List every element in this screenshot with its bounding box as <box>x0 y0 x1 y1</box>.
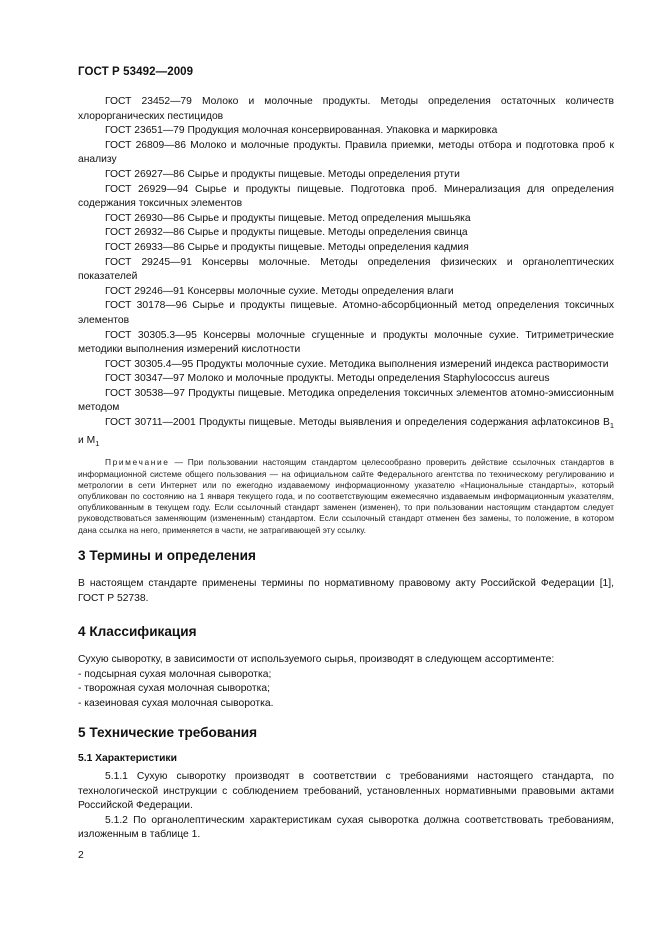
section-technical-requirements <box>78 725 614 843</box>
note-label: Примечание <box>105 457 170 468</box>
list-item: - подсырная сухая молочная сыворотка; <box>78 668 272 680</box>
reference-item: ГОСТ 30178—96 Сырье и продукты пищевые. Атомно-абсорбционный метод определения токсичных элементов <box>78 300 614 326</box>
page-number: 2 <box>78 850 84 861</box>
section-4-intro: Сухую сыворотку, в зависимости от используемого сырья, производят в следующем ассортименте: <box>78 654 555 665</box>
section-classification <box>78 624 614 711</box>
reference-item: ГОСТ 30305.3—95 Консервы молочные сгущенные и продукты молочные сухие. Титриметрические методики выполнения измерений кислотности <box>78 329 614 356</box>
document-header: ГОСТ Р 53492—2009 <box>78 66 194 78</box>
reference-item: ГОСТ 30347—97 Молоко и молочные продукты. Методы определения Staphylococcus aureus <box>105 373 550 385</box>
reference-item: ГОСТ 23452—79 Молоко и молочные продукты. Методы определения остаточных количеств хлорорганических пестицидов <box>78 96 614 122</box>
reference-item: ГОСТ 26933—86 Сырье и продукты пищевые. Методы определения кадмия <box>105 241 469 253</box>
clause-5-1-2: 5.1.2 По органолептическим характеристикам сухая сыворотка должна соответствовать требованиям, изложенным в таблице 1. <box>78 814 614 841</box>
assortment-list <box>78 668 614 712</box>
reference-item: ГОСТ 26809—86 Молоко и молочные продукты. Правила приемки, методы отбора и подготовка проб к анализу <box>78 139 614 166</box>
section-4-heading: 4 Классификация <box>78 624 197 639</box>
reference-item: ГОСТ 23651—79 Продукция молочная консервированная. Упаковка и маркировка <box>105 125 498 137</box>
reference-list <box>78 95 614 416</box>
section-3-heading: 3 Термины и определения <box>78 548 256 563</box>
reference-item-aflatoxins: ГОСТ 30711—2001 Продукты пищевые. Методы выявления и определения содержания афлатоксинов $B_1$ и $M_1$ <box>78 417 614 448</box>
reference-item: ГОСТ 26932—86 Сырье и продукты пищевые. Методы определения свинца <box>105 227 468 239</box>
reference-item: ГОСТ 30538—97 Продукты пищевые. Методика определения токсичных элементов атомно-эмиссионным методом <box>78 387 614 414</box>
references-note <box>78 457 614 535</box>
section-terms <box>78 548 614 606</box>
normative-references <box>78 95 614 536</box>
reference-item: ГОСТ 26930—86 Сырье и продукты пищевые. Метод определения мышьяка <box>105 212 471 224</box>
reference-item: ГОСТ 26929—94 Сырье и продукты пищевые. Подготовка проб. Минерализация для определения содержания токсичных элементов <box>78 183 614 210</box>
section-5-heading: 5 Технические требования <box>78 725 258 740</box>
list-item: - творожная сухая молочная сыворотка; <box>78 683 270 695</box>
reference-item: ГОСТ 26927—86 Сырье и продукты пищевые. Методы определения ртути <box>105 168 460 180</box>
reference-item: ГОСТ 29245—91 Консервы молочные. Методы определения физических и органолептических показателей <box>78 256 614 283</box>
reference-item: ГОСТ 30305.4—95 Продукты молочные сухие. Методика выполнения измерений индекса растворимости <box>105 358 609 370</box>
reference-item: ГОСТ 29246—91 Консервы молочные сухие. Методы определения влаги <box>105 285 454 297</box>
subsection-5-1-heading: 5.1 Характеристики <box>78 753 177 764</box>
section-3-text: В настоящем стандарте применены термины по нормативному правовому акту Российской Федерации [1], ГОСТ Р 52738. <box>78 578 614 604</box>
list-item: - казеиновая сухая молочная сыворотка. <box>78 697 274 709</box>
clause-5-1-1: 5.1.1 Сухую сыворотку производят в соответствии с требованиями настоящего стандарта, по технологической инструкции с соблюдением требований, установленных нормативными правовыми актами Российской Федерации. <box>78 771 614 812</box>
note-text: — При пользовании настоящим стандартом целесообразно проверить действие ссылочных стандартов в информационной системе общего пользования — на официальном сайте Федерального агентства по техническому регулированию и метрологии в сети Интернет или по ежегодно издаваемому информационному указателю «Национальные стандарты», который опубликован по состоянию на 1 января текущего года, и по соответствующим ежемесячно издаваемым информационным указателям, опубликованным в текущем году. Если ссылочный стандарт заменен (изменен), то при пользовании настоящим стандартом следует руководствоваться заменяющим (измененным) стандартом. Если ссылочный стандарт отменен без замены, то положение, в котором дана ссылка на него, применяется в части, не затрагивающей эту ссылку. <box>78 457 614 535</box>
